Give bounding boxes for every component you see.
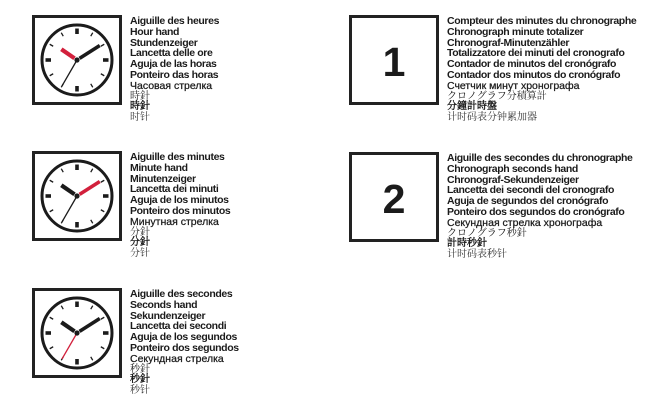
label-zh-tw: 計時秒針 <box>447 238 487 250</box>
label-it: Lancetta dei minuti <box>130 183 219 196</box>
label-ru: Счетчик минут хронографа <box>447 79 580 92</box>
label-list <box>130 16 219 124</box>
center-pin <box>74 57 79 62</box>
clock-icon <box>35 18 119 102</box>
legend-item-minute-hand <box>32 151 332 271</box>
label-pt: Ponteiro dos minutos <box>130 204 231 217</box>
label-en: Chronograph seconds hand <box>447 162 578 175</box>
badge-number: 2 <box>382 175 406 222</box>
label-zh-cn: 分针 <box>130 248 150 260</box>
label-zh-cn: 计时码表分钟累加器 <box>447 112 537 124</box>
number-badge-icon <box>349 15 439 105</box>
number-badge-icon <box>349 152 439 242</box>
clock-icon <box>35 291 119 375</box>
legend-item-chrono-minute-totalizer <box>349 15 649 135</box>
label-en: Chronograph minute totalizer <box>447 25 584 38</box>
label-es: Aguja de las horas <box>130 58 217 71</box>
label-de: Stundenzeiger <box>130 36 198 49</box>
label-list <box>130 152 230 260</box>
label-de: Chronograf-Sekundenzeiger <box>447 173 579 186</box>
label-list <box>130 289 239 397</box>
label-zh-cn: 计时码表秒针 <box>447 249 507 261</box>
clock-seconds-hand-icon <box>32 288 122 378</box>
center-pin <box>74 193 79 198</box>
label-es: Aguja de los minutos <box>130 194 229 207</box>
label-zh-tw: 時針 <box>130 101 150 113</box>
center-pin <box>74 330 79 335</box>
label-en: Seconds hand <box>130 298 198 311</box>
clock-hour-hand-icon <box>32 15 122 105</box>
label-pt: Ponteiro dos segundos <box>130 341 239 354</box>
label-ja: クロノグラフ分積算計 <box>447 90 547 102</box>
label-ru: Часовая стрелка <box>130 79 213 92</box>
label-en: Minute hand <box>130 161 188 174</box>
label-zh-cn: 时针 <box>130 112 150 124</box>
label-de: Minutenzeiger <box>130 172 196 185</box>
label-pt: Ponteiro das horas <box>130 68 219 81</box>
label-es: Aguja de segundos del cronógrafo <box>447 195 609 208</box>
label-it: Totalizzatore dei minuti del cronografo <box>447 47 625 60</box>
label-fr: Aiguille des heures <box>130 15 220 27</box>
label-fr: Aiguille des minutes <box>130 151 225 163</box>
label-pt: Contador dos minutos do cronógrafo <box>447 68 621 81</box>
label-fr: Compteur des minutes du chronographe <box>447 15 637 27</box>
legend-item-chrono-seconds-hand <box>349 152 649 272</box>
label-zh-cn: 秒针 <box>130 385 150 397</box>
label-ja: 時針 <box>130 90 150 102</box>
label-ja: 分針 <box>130 226 150 238</box>
label-zh-tw: 分鐘計時盤 <box>447 101 497 113</box>
label-es: Aguja de los segundos <box>130 331 237 344</box>
label-ru: Минутная стрелка <box>130 215 219 228</box>
label-it: Lancetta delle ore <box>130 47 213 60</box>
badge-number: 1 <box>382 38 406 85</box>
clock-icon <box>35 154 119 238</box>
label-list <box>447 16 636 124</box>
label-ja: クロノグラフ秒針 <box>447 227 527 239</box>
clock-minute-hand-icon <box>32 151 122 241</box>
label-it: Lancetta dei secondi del cronografo <box>447 184 614 197</box>
label-ru: Секундная стрелка <box>130 352 224 365</box>
label-fr: Aiguille des secondes <box>130 288 233 300</box>
label-it: Lancetta dei secondi <box>130 320 227 333</box>
label-zh-tw: 分針 <box>130 237 150 249</box>
legend-item-hour-hand <box>32 15 332 135</box>
label-fr: Aiguille des secondes du chronographe <box>447 152 633 164</box>
label-ja: 秒針 <box>130 363 150 375</box>
legend-item-seconds-hand <box>32 288 332 408</box>
label-en: Hour hand <box>130 25 180 38</box>
label-list <box>447 153 632 261</box>
label-es: Contador de minutos del cronógrafo <box>447 58 617 71</box>
label-zh-tw: 秒針 <box>130 374 150 386</box>
label-de: Chronograf-Minutenzähler <box>447 36 570 49</box>
label-pt: Ponteiro dos segundos do cronógrafo <box>447 205 625 218</box>
label-de: Sekundenzeiger <box>130 309 206 322</box>
label-ru: Секундная стрелка хронографа <box>447 216 603 229</box>
